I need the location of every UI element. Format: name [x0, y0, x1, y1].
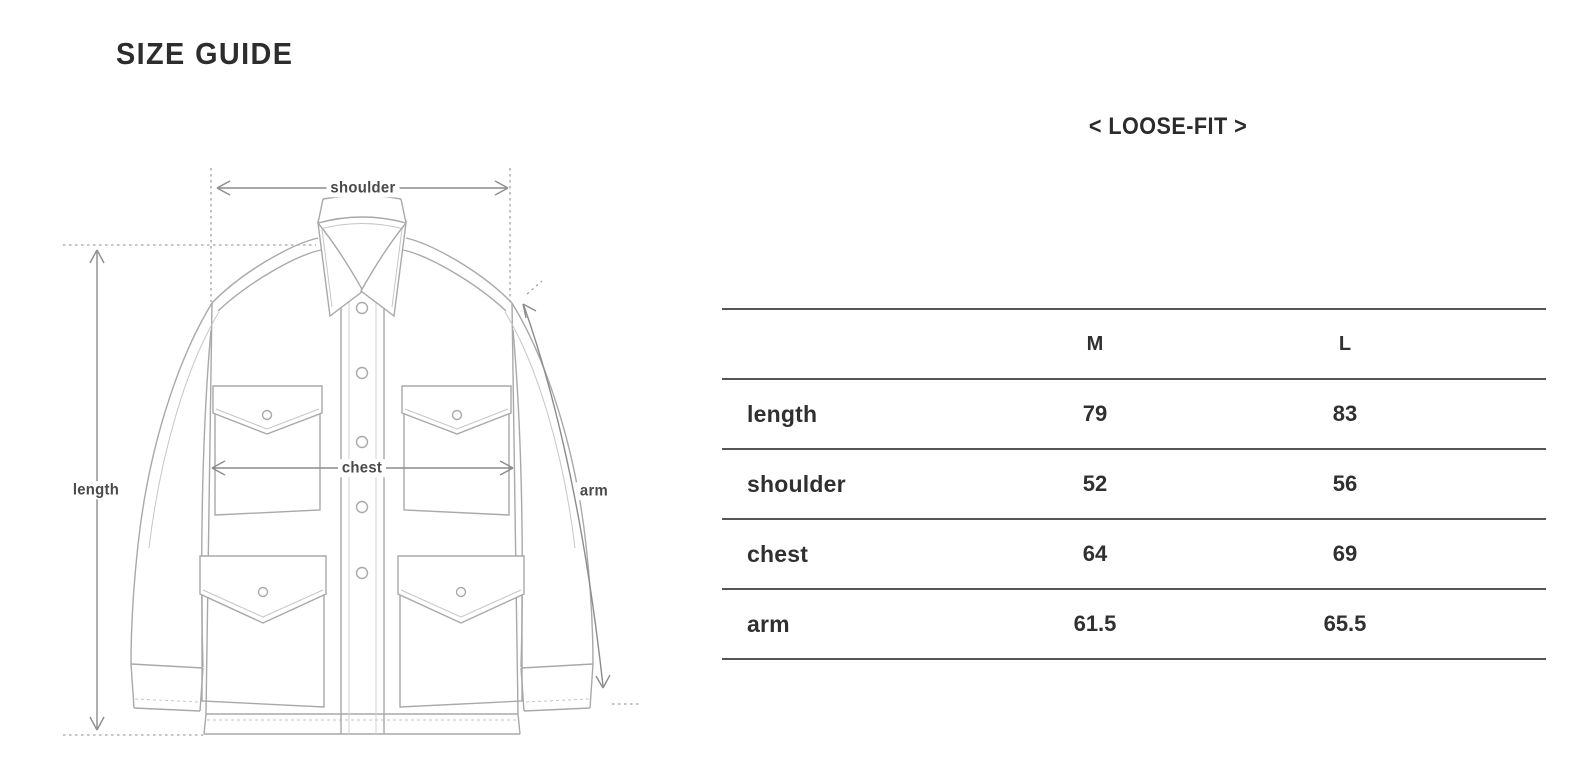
- fit-type-heading: < LOOSE-FIT >: [1088, 113, 1248, 140]
- column-header-m: M: [1086, 332, 1104, 355]
- dotted-guide-lines: [63, 168, 642, 735]
- page-title: SIZE GUIDE: [116, 36, 294, 71]
- value-m: 52: [1082, 471, 1108, 496]
- value-m: 79: [1082, 401, 1108, 426]
- row-label: length: [747, 400, 818, 427]
- value-m: 64: [1082, 541, 1108, 566]
- left-chest-pocket: [213, 386, 322, 515]
- value-l: 83: [1332, 401, 1358, 426]
- value-l: 69: [1332, 541, 1358, 566]
- size-table-header-row: [722, 308, 1546, 378]
- right-chest-pocket: [402, 386, 511, 515]
- value-l: 65.5: [1323, 611, 1367, 636]
- column-header-l: L: [1338, 332, 1352, 355]
- value-l: 56: [1332, 471, 1358, 496]
- left-lower-pocket: [200, 556, 326, 707]
- left-sleeve: [131, 303, 219, 711]
- chest-measure-label: chest: [338, 459, 386, 477]
- size-table: [722, 308, 1546, 660]
- right-lower-pocket: [398, 556, 524, 707]
- right-sleeve: [505, 303, 593, 711]
- shoulder-measure-label: shoulder: [327, 179, 400, 197]
- arm-measure-label: arm: [576, 482, 612, 500]
- table-row-arm: [722, 588, 1546, 658]
- table-row-shoulder: [722, 448, 1546, 518]
- jacket-measurement-diagram: [0, 0, 660, 778]
- table-row-length: [722, 378, 1546, 448]
- value-m: 61.5: [1073, 611, 1117, 636]
- row-label: shoulder: [747, 470, 846, 497]
- table-row-chest: [722, 518, 1546, 588]
- row-label: chest: [747, 540, 809, 567]
- row-label: arm: [747, 610, 790, 637]
- collar: [318, 196, 406, 317]
- length-measure-label: length: [69, 481, 123, 499]
- placket-buttons: [357, 303, 368, 579]
- jacket-drawing: [0, 0, 660, 778]
- hem-band: [204, 714, 520, 734]
